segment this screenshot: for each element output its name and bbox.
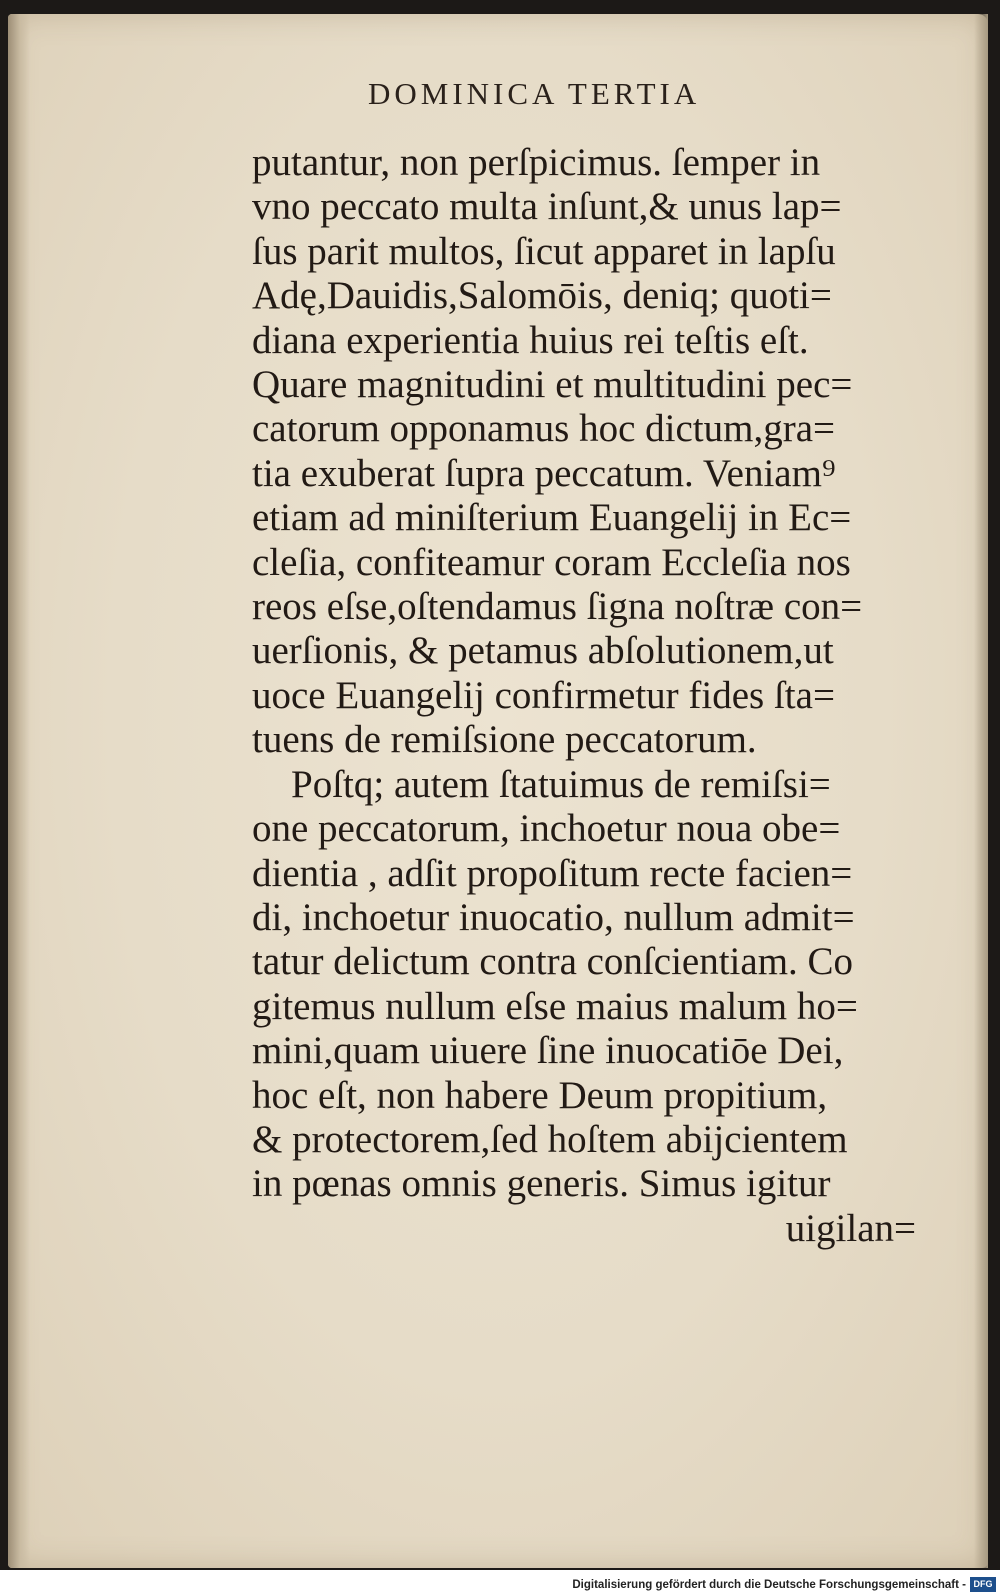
dfg-logo-icon: DFG [970,1577,996,1592]
text-line: tia exuberat ſupra peccatum. Veniam⁹ [252,451,836,495]
digitization-footer [0,1570,1000,1596]
text-line: Adę,Dauidis,Salomōis, deniq; quoti= [252,274,832,318]
text-line: in pœnas omnis generis. Simus igitur [252,1162,831,1206]
text-line: dientia , adſit propoſitum recte facien= [252,851,853,895]
text-line: Quare magnitudini et multitudini pec= [252,363,853,407]
text-line: gitemus nullum eſse maius malum ho= [252,984,858,1028]
text-line: hoc eſt, non habere Deum propitium, [252,1073,828,1117]
text-line: ſus parit multos, ſicut apparet in lapſu [252,229,836,273]
text-line: diana experientia huius rei teſtis eſt. [252,318,809,362]
text-line: mini,quam uiuere ſine inuocatiōe Dei, [252,1029,844,1073]
page-body-text [252,141,932,1251]
text-line: di, inchoetur inuocatio, nullum admit= [252,895,855,939]
text-line: vno peccato multa inſunt,& unus lap= [252,185,842,229]
text-line: tatur delictum contra conſcientiam. Co [252,940,854,984]
catchword: uigilan= [785,1206,916,1250]
text-line: uoce Euangelij confirmetur fides ſta= [252,673,835,717]
page-gutter-shadow [8,14,30,1568]
funding-credit: Digitalisierung gefördert durch die Deutsche Forschungsgemeinschaft - [572,1579,966,1591]
running-title: DOMINICA TERTIA [368,76,701,111]
text-line: catorum opponamus hoc dictum,gra= [252,407,836,451]
text-line: one peccatorum, inchoetur noua obe= [252,807,841,851]
text-line: cleſia, confiteamur coram Eccleſia nos [252,540,851,584]
text-line: & protectorem,ſed hoſtem abijcientem [252,1117,848,1161]
text-line: etiam ad miniſterium Euangelij in Ec= [252,496,852,540]
text-line: tuens de remiſsione peccatorum. [252,718,757,762]
text-line: reos eſse,oſtendamus ſigna noſtræ con= [252,585,863,629]
text-line: putantur, non perſpicimus. ſemper in [252,141,821,184]
text-line: uerſionis, & petamus abſolutionem,ut [252,629,834,673]
text-line: Poſtq; autem ſtatuimus de remiſsi= [252,762,831,806]
book-page [8,14,988,1568]
page-edge-shadow [974,14,988,1568]
